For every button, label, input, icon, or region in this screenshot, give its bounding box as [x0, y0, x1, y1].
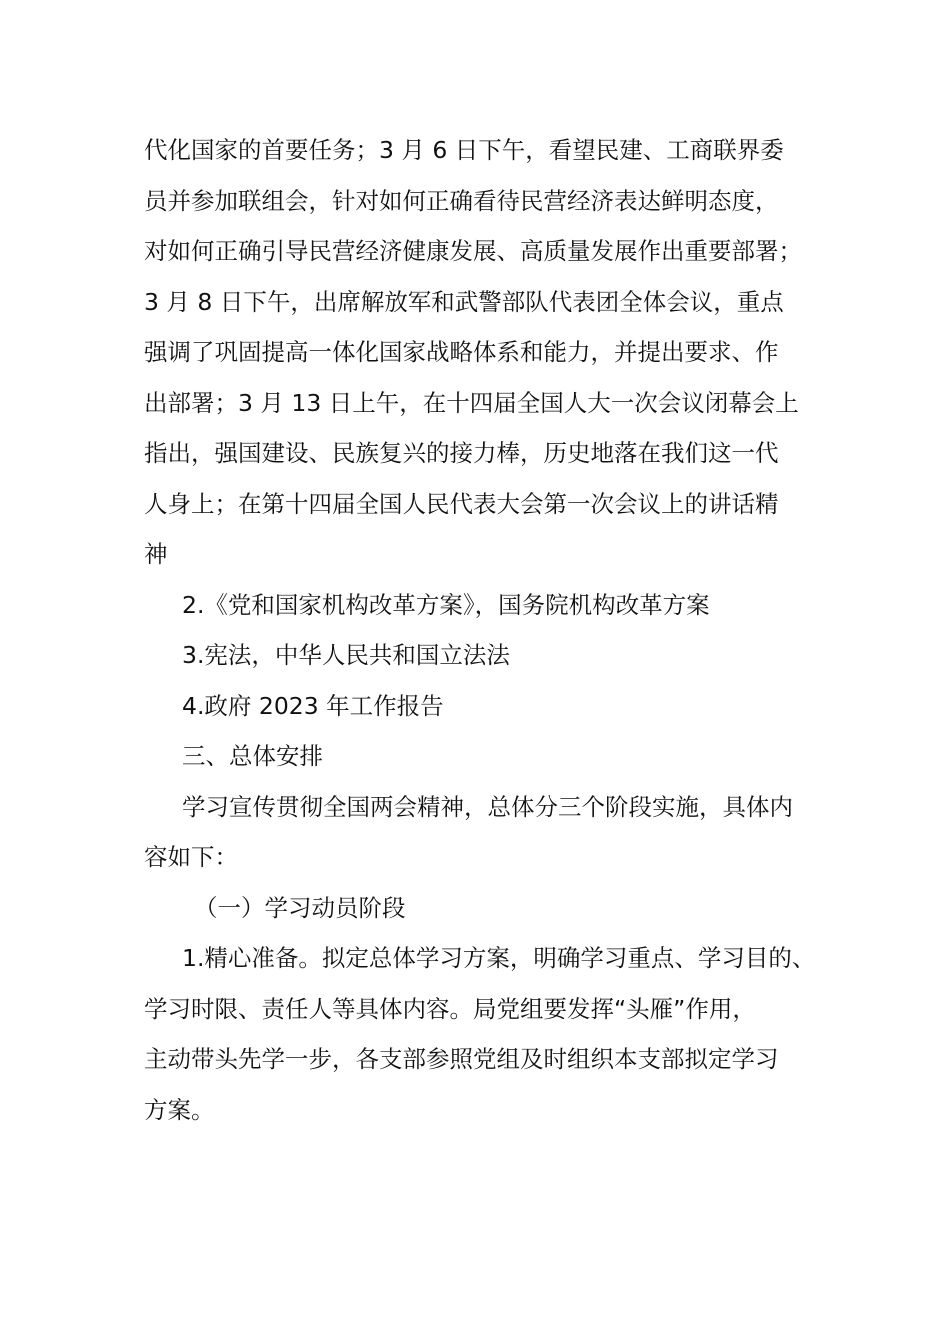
paragraph-line: 代化国家的首要任务；3 月 6 日下午，看望民建、工商联界委	[144, 136, 784, 164]
paragraph-line: 1.精心准备。拟定总体学习方案，明确学习重点、学习目的、	[182, 944, 816, 972]
subsection-heading: （一）学习动员阶段	[194, 893, 406, 922]
document-body	[144, 125, 816, 1135]
paragraph-line: 学习时限、责任人等具体内容。局党组要发挥“头雁”作用，	[144, 994, 756, 1023]
paragraph-line: 神	[144, 540, 168, 568]
list-item: 4.政府 2023 年工作报告	[182, 691, 444, 720]
paragraph-line: 员并参加联组会，针对如何正确看待民营经济表达鲜明态度，	[144, 186, 779, 215]
paragraph-line: 学习宣传贯彻全国两会精神，总体分三个阶段实施，具体内	[182, 792, 793, 821]
paragraph-line: 主动带头先学一步，各支部参照党组及时组织本支部拟定学习	[144, 1045, 779, 1073]
section-heading: 三、总体安排	[182, 742, 323, 770]
paragraph-line: 方案。	[144, 1095, 215, 1124]
paragraph-line: 强调了巩固提高一体化国家战略体系和能力，并提出要求、作	[144, 338, 779, 366]
paragraph-line: 人身上；在第十四届全国人民代表大会第一次会议上的讲话精	[144, 489, 779, 518]
paragraph-line: 对如何正确引导民营经济健康发展、高质量发展作出重要部署；	[144, 237, 802, 265]
list-item: 2.《党和国家机构改革方案》，国务院机构改革方案	[182, 590, 710, 619]
paragraph-line: 指出，强国建设、民族复兴的接力棒，历史地落在我们这一代	[144, 439, 779, 467]
paragraph-line: 出部署；3 月 13 日上午，在十四届全国人大一次会议闭幕会上	[144, 388, 799, 417]
list-item: 3.宪法，中华人民共和国立法法	[182, 641, 510, 669]
paragraph-line: 3 月 8 日下午，出席解放军和武警部队代表团全体会议，重点	[144, 287, 784, 316]
paragraph-line: 容如下：	[144, 843, 238, 871]
